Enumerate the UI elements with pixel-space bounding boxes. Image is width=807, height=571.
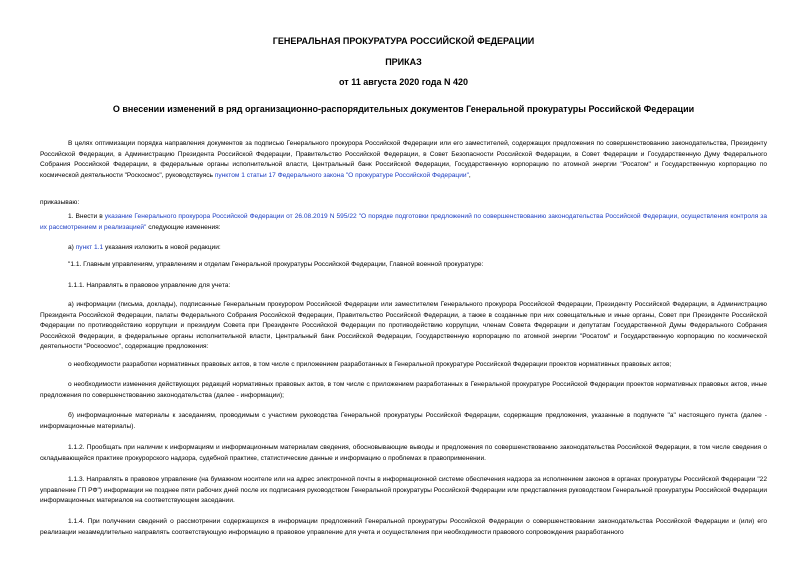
preamble-paragraph: В целях оптимизации порядка направления документов за подписью Генерального прокурора Российской Федерации или его заместителей, содержащих предложения по совершенствованию законодательства, Президенту Российской Федерации, в Администрацию Президента Российской Федерации, Правительство Российской Федерации, в Совет Безопасности Российской Федерации, в Совет Федерации и Государственную Думу Федерального Собрания Российской Федерации, в федеральные органы исполнительной власти, Центральный банк Российской Федерации, Государственную корпорацию по атомной энергии "Росатом" и Государственную корпорацию по космической деятельности "Роскосмос", руководствуясь пунктом 1 статьи 17 Федерального закона "О прокуратуре Российской Федерации", — [40, 140, 767, 179]
paragraph-1-1: "1.1. Главным управлениям, управлениям и отделам Генеральной прокуратуры Российской Федерации, Главной военной прокуратуре: — [68, 261, 484, 268]
document-title: О внесении изменений в ряд организационно-распорядительных документов Генеральной прокуратуры Российской Федерации — [112, 104, 695, 114]
law-link[interactable]: пунктом 1 статьи 17 Федерального закона "О прокуратуре Российской Федерации" — [214, 171, 469, 179]
paragraph-necessity-development: о необходимости разработки нормативных правовых актов, в том числе с приложением разработанных в Генеральной прокуратуре Российской Федерации проектов нормативных правовых актов; — [68, 361, 672, 368]
paragraph-1-1-4: 1.1.4. При получении сведений о рассмотрении содержащихся в информации предложений Генеральной прокуратуры Российской Федерации о совершенствовании законодательства Российской Федерации и (или) его реализации незамедлительно направлять соответствующую информацию в правовое управление для учета и осуществления при необходимости правового сопровождения разработанного — [40, 518, 767, 536]
paragraph-a-information: а) информации (письма, доклады), подписанные Генеральным прокурором Российской Федерации или заместителем Генерального прокурора Российской Федерации, Президенту Российской Федерации, в Администрацию Президента Российской Федерации, палаты Федерального Собрания Российской Федерации, Правительство Российской Федерации, а также в созданные при них совещательные и иные органы, Совет при Президенте Российской Федерации по противодействию коррупции и президиум Совета при Президенте Российской Федерации по противодействию коррупции, членам Совета Федерации и депутатам Государственной Думы Федерального Собрания Российской Федерации, в федеральные органы исполнительной власти, Центральный банк Российской Федерации, Государственную корпорацию по атомной энергии "Росатом" и Государственную корпорацию по космической деятельности "Роскосмос", содержащие предложения: — [40, 301, 767, 351]
subitem-a-paragraph: а) пункт 1.1 указания изложить в новой редакции: — [68, 244, 221, 251]
directive-link[interactable]: указание Генерального прокурора Российской Федерации от 26.08.2019 N 595/22 "О порядке подготовки предложений по совершенствованию законодательства Российской Федерации, осуществления контроля за их рассмотрением и реализацией" — [40, 213, 767, 231]
paragraph-b-materials: б) информационные материалы к заседаниям, проводимым с участием руководства Генеральной прокуратуры Российской Федерации, содержащие предложения, указанные в подпункте "а" настоящего пункта (далее - информационные материалы). — [40, 412, 767, 430]
clause-link[interactable]: пункт 1.1 — [75, 244, 104, 251]
document-date-number: от 11 августа 2020 года N 420 — [339, 77, 468, 87]
paragraph-1-1-2: 1.1.2. Прообщать при наличии к информациям и информационным материалам сведения, обосновывающие выводы и предложения по совершенствованию законодательства Российской Федерации, в том числе сведения о складывающейся практике прокурорского надзора, судебной практике, статистические данные и информацию о проблемах в правоприменении. — [40, 444, 767, 462]
paragraph-necessity-change: о необходимости изменения действующих редакций нормативных правовых актов, в том числе с приложением разработанных в Генеральной прокуратуре Российской Федерации проектов нормативных правовых актов, иные предложения по совершенствованию законодательства (далее - информации); — [40, 381, 767, 399]
item-1-paragraph: 1. Внести в указание Генерального прокурора Российской Федерации от 26.08.2019 N 595/22 "О порядке подготовки предложений по совершенствованию законодательства Российской Федерации, осуществления контроля за их рассмотрением и реализацией" следующие изменения: — [40, 213, 767, 231]
paragraph-1-1-3: 1.1.3. Направлять в правовое управление (на бумажном носителе или на адрес электронной почты в информационной системе обеспечения надзора за исполнением законов в органах прокуратуры Российской Федерации "22 управление ГП РФ") информации не позднее пяти рабочих дней после их подписания руководством Генеральной прокуратуры Российской Федерации или представления руководством Генеральной прокуратуры Российской Федерации информационных материалов на соответствующем заседании. — [40, 476, 767, 505]
order-word: приказываю: — [40, 199, 80, 206]
organization-name: ГЕНЕРАЛЬНАЯ ПРОКУРАТУРА РОССИЙСКОЙ ФЕДЕРАЦИИ — [272, 36, 535, 46]
document-type: ПРИКАЗ — [385, 57, 422, 67]
paragraph-1-1-1: 1.1.1. Направлять в правовое управление для учета: — [68, 282, 231, 289]
